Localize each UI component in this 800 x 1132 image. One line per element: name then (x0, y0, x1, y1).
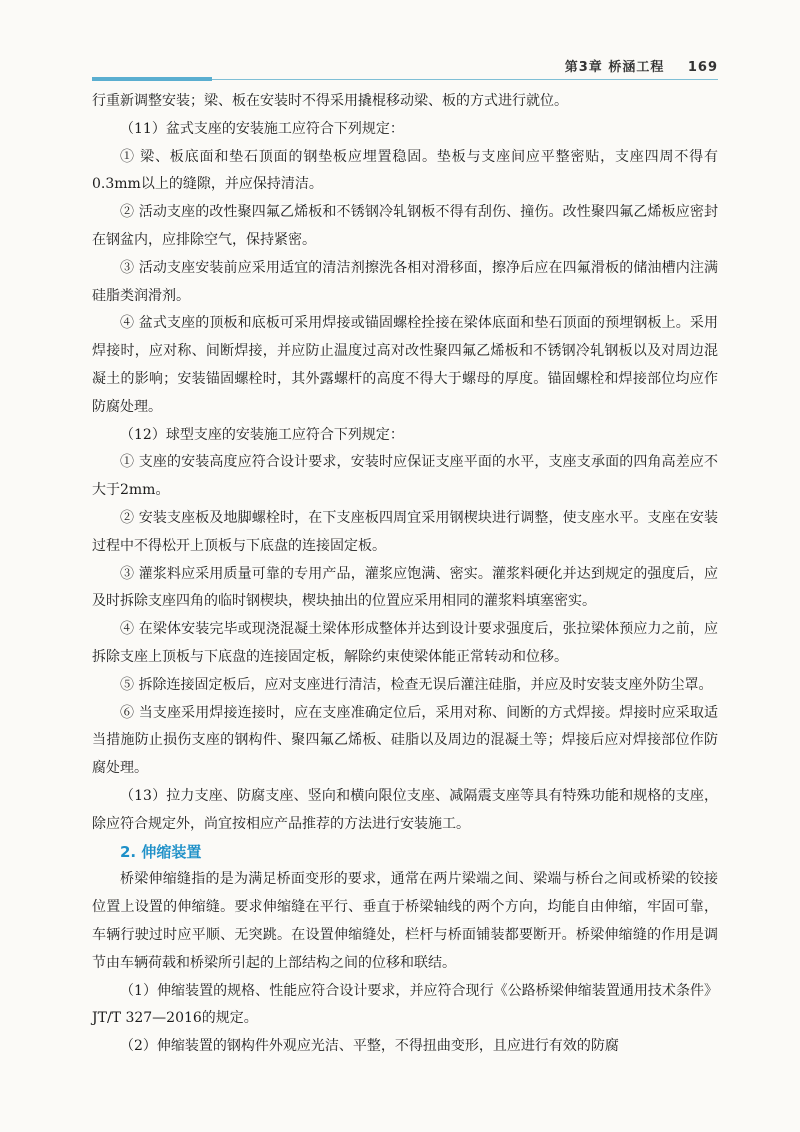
paragraph: （1）伸缩装置的规格、性能应符合设计要求，并应符合现行《公路桥梁伸缩装置通用技术条件》JT/T 327—2016的规定。 (92, 982, 718, 1027)
paragraph: ④ 盆式支座的顶板和底板可采用焊接或锚固螺栓拴接在梁体底面和垫石顶面的预埋钢板上。采用焊接时，应对称、间断焊接，并应防止温度过高对改性聚四氟乙烯板和不锈钢冷轧钢板以及对周边混凝土的影响；安装锚固螺栓时，其外露螺杆的高度不得大于螺母的厚度。锚固螺栓和焊接部位均应作防腐处理。 (92, 315, 718, 415)
paragraph: 桥梁伸缩缝指的是为满足桥面变形的要求，通常在两片梁端之间、梁端与桥台之间或桥梁的铰接位置上设置的伸缩缝。要求伸缩缝在平行、垂直于桥梁轴线的两个方向，均能自由伸缩，牢固可靠，车辆行驶过时应平顺、无突跳。在设置伸缩缝处，栏杆与桥面铺装都要断开。桥梁伸缩缝的作用是调节由车辆荷载和桥梁所引起的上部结构之间的位移和联结。 (92, 871, 718, 971)
paragraph: ① 支座的安装高度应符合设计要求，安装时应保证支座平面的水平，支座支承面的四角高差应不大于2mm。 (92, 454, 718, 499)
paragraph: （13）拉力支座、防腐支座、竖向和横向限位支座、减隔震支座等具有特殊功能和规格的支座，除应符合规定外，尚宜按相应产品推荐的方法进行安装施工。 (92, 787, 718, 832)
paragraph: ③ 灌浆料应采用质量可靠的专用产品，灌浆应饱满、密实。灌浆料硬化并达到规定的强度后，应及时拆除支座四角的临时钢楔块，楔块抽出的位置应采用相同的灌浆料填塞密实。 (92, 565, 718, 610)
section-heading: 2. 伸缩装置 (120, 842, 202, 861)
header-accent-bar (92, 77, 212, 81)
paragraph: ⑥ 当支座采用焊接连接时，应在支座准确定位后，采用对称、间断的方式焊接。焊接时应采取适当措施防止损伤支座的钢构件、聚四氟乙烯板、硅脂以及周边的混凝土等；焊接后应对焊接部位作防腐处理。 (92, 704, 718, 777)
paragraph: 行重新调整安装；梁、板在安装时不得采用撬棍移动梁、板的方式进行就位。 (92, 93, 568, 109)
paragraph: ① 梁、板底面和垫石顶面的钢垫板应埋置稳固。垫板与支座间应平整密贴，支座四周不得有0.3mm以上的缝隙，并应保持清洁。 (92, 148, 718, 193)
page-body (92, 88, 718, 1061)
paragraph: ④ 在梁体安装完毕或现浇混凝土梁体形成整体并达到设计要求强度后，张拉梁体预应力之前，应拆除支座上顶板与下底盘的连接固定板，解除约束使梁体能正常转动和位移。 (92, 621, 718, 665)
paragraph: ③ 活动支座安装前应采用适宜的清洁剂擦洗各相对滑移面，擦净后应在四氟滑板的储油槽内注满硅脂类润滑剂。 (92, 259, 718, 304)
page-number: 169 (687, 60, 718, 75)
chapter-title: 第3章 桥涵工程 (564, 60, 665, 75)
paragraph: ⑤ 拆除连接固定板后，应对支座进行清洁，检查无误后灌注硅脂，并应及时安装支座外防尘罩。 (120, 676, 713, 693)
paragraph: （12）球型支座的安装施工应符合下列规定： (120, 426, 404, 443)
page-header (92, 50, 718, 80)
running-head (565, 56, 718, 75)
paragraph: （11）盆式支座的安装施工应符合下列规定： (120, 120, 404, 137)
paragraph: （2）伸缩装置的钢构件外观应光洁、平整，不得扭曲变形，且应进行有效的防腐 (120, 1038, 619, 1055)
paragraph: ② 安装支座板及地脚螺栓时，在下支座板四周宜采用钢楔块进行调整，使支座水平。支座在安装过程中不得松开上顶板与下底盘的连接固定板。 (92, 509, 718, 554)
paragraph: ② 活动支座的改性聚四氟乙烯板和不锈钢冷轧钢板不得有刮伤、撞伤。改性聚四氟乙烯板应密封在钢盆内，应排除空气，保持紧密。 (92, 204, 718, 248)
